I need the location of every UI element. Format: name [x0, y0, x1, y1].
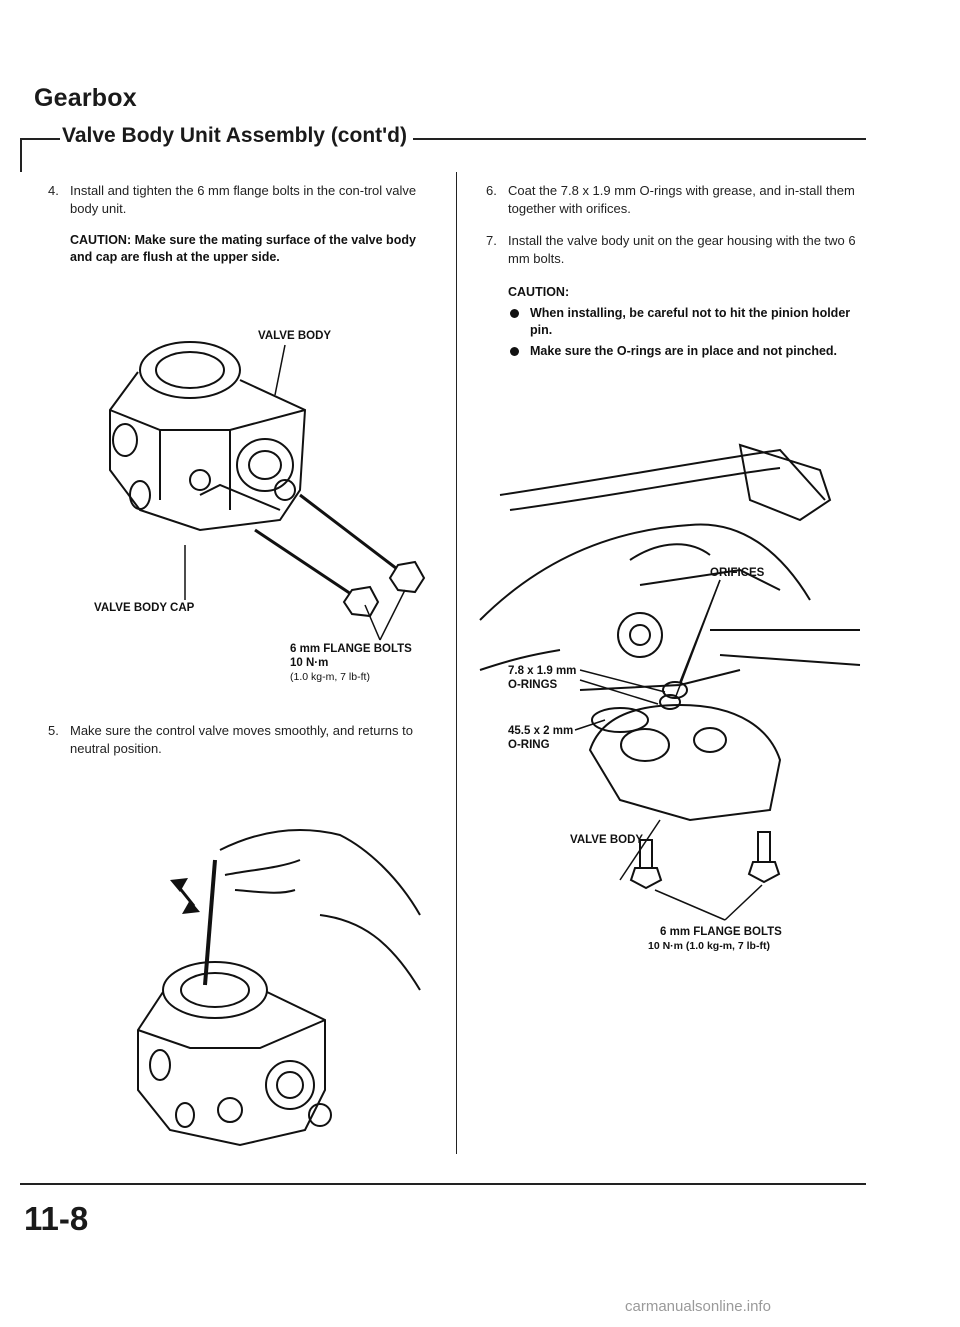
flange-bolt-upper: [300, 495, 405, 575]
page-number: 11-8: [24, 1200, 89, 1237]
caution-left: CAUTION: Make sure the mating surface of the valve body and cap are flush at the upper side.: [70, 233, 416, 264]
pipe-upper: [500, 450, 825, 500]
step-number: 4.: [48, 183, 59, 198]
step-text: Install and tighten the 6 mm flange bolts in the con-trol valve body unit.: [70, 183, 417, 216]
valve-body-cap-face: [237, 439, 293, 491]
caution-item: When installing, be careful not to hit the pinion holder pin.: [508, 305, 854, 339]
label-flange-bolts-torque: 10 N·m: [290, 657, 329, 669]
label-flange-bolts-installed: 6 mm FLANGE BOLTS: [660, 926, 782, 938]
column-divider: [456, 172, 457, 1154]
step-number: 7.: [486, 233, 497, 248]
step-4: [48, 182, 438, 218]
valve-body-unit: [590, 705, 780, 820]
hand-outline: [220, 830, 420, 915]
footer-rule: [20, 1183, 866, 1185]
caution-item: Make sure the O-rings are in place and not pinched.: [508, 343, 854, 360]
probe-rod: [205, 860, 215, 985]
label-flange-bolts-installed-torque: 10 N·m (1.0 kg-m, 7 lb-ft): [648, 940, 770, 952]
figure-gear-housing-install: [480, 420, 860, 890]
label-orings: O-RINGS: [508, 679, 558, 691]
step-text: Coat the 7.8 x 1.9 mm O-rings with grease, and in-stall them together with orifices.: [508, 183, 855, 216]
section-title: Gearbox: [34, 84, 137, 112]
o-ring-large: [592, 708, 648, 732]
step-text: Make sure the control valve moves smoothly, and returns to neutral position.: [70, 723, 413, 756]
label-orings-size: 7.8 x 1.9 mm: [508, 665, 577, 677]
label-valve-body-cap: VALVE BODY CAP: [94, 602, 195, 614]
label-valve-body-installed: VALVE BODY: [570, 834, 644, 846]
bolt-hole-left: [190, 470, 210, 490]
flange-bolt-lower: [255, 530, 360, 600]
header-bracket-vertical: [20, 138, 22, 172]
watermark: carmanualsonline.info: [625, 1298, 771, 1315]
subsection-title: Valve Body Unit Assembly (cont'd): [62, 124, 413, 148]
caution-heading: CAUTION:: [508, 285, 570, 299]
figure-control-valve-check: [130, 820, 430, 1150]
step-5: [48, 722, 438, 758]
label-orifices: ORIFICES: [710, 567, 765, 579]
valve-body-top-bore: [163, 962, 267, 1018]
step-6: [486, 182, 866, 218]
label-valve-body: VALVE BODY: [258, 330, 332, 342]
label-flange-bolts-torque-alt: (1.0 kg-m, 7 lb-ft): [290, 671, 370, 683]
step-7: [486, 232, 866, 268]
label-oring: O-RING: [508, 739, 550, 751]
header-bracket-horizontal: [20, 138, 60, 140]
figure-valve-body-assembly: [80, 300, 450, 700]
subsection-header: [20, 124, 866, 156]
label-flange-bolts: 6 mm FLANGE BOLTS: [290, 643, 412, 655]
step-number: 5.: [48, 723, 59, 738]
pinion-boss: [618, 613, 662, 657]
step-text: Install the valve body unit on the gear housing with the two 6 mm bolts.: [508, 233, 856, 266]
label-oring-size: 45.5 x 2 mm: [508, 725, 574, 737]
step-number: 6.: [486, 183, 497, 198]
motion-arrow: [178, 886, 194, 906]
header-rule: [340, 138, 866, 140]
caution-right: [508, 284, 854, 364]
flange-bolt-right: [758, 832, 770, 862]
